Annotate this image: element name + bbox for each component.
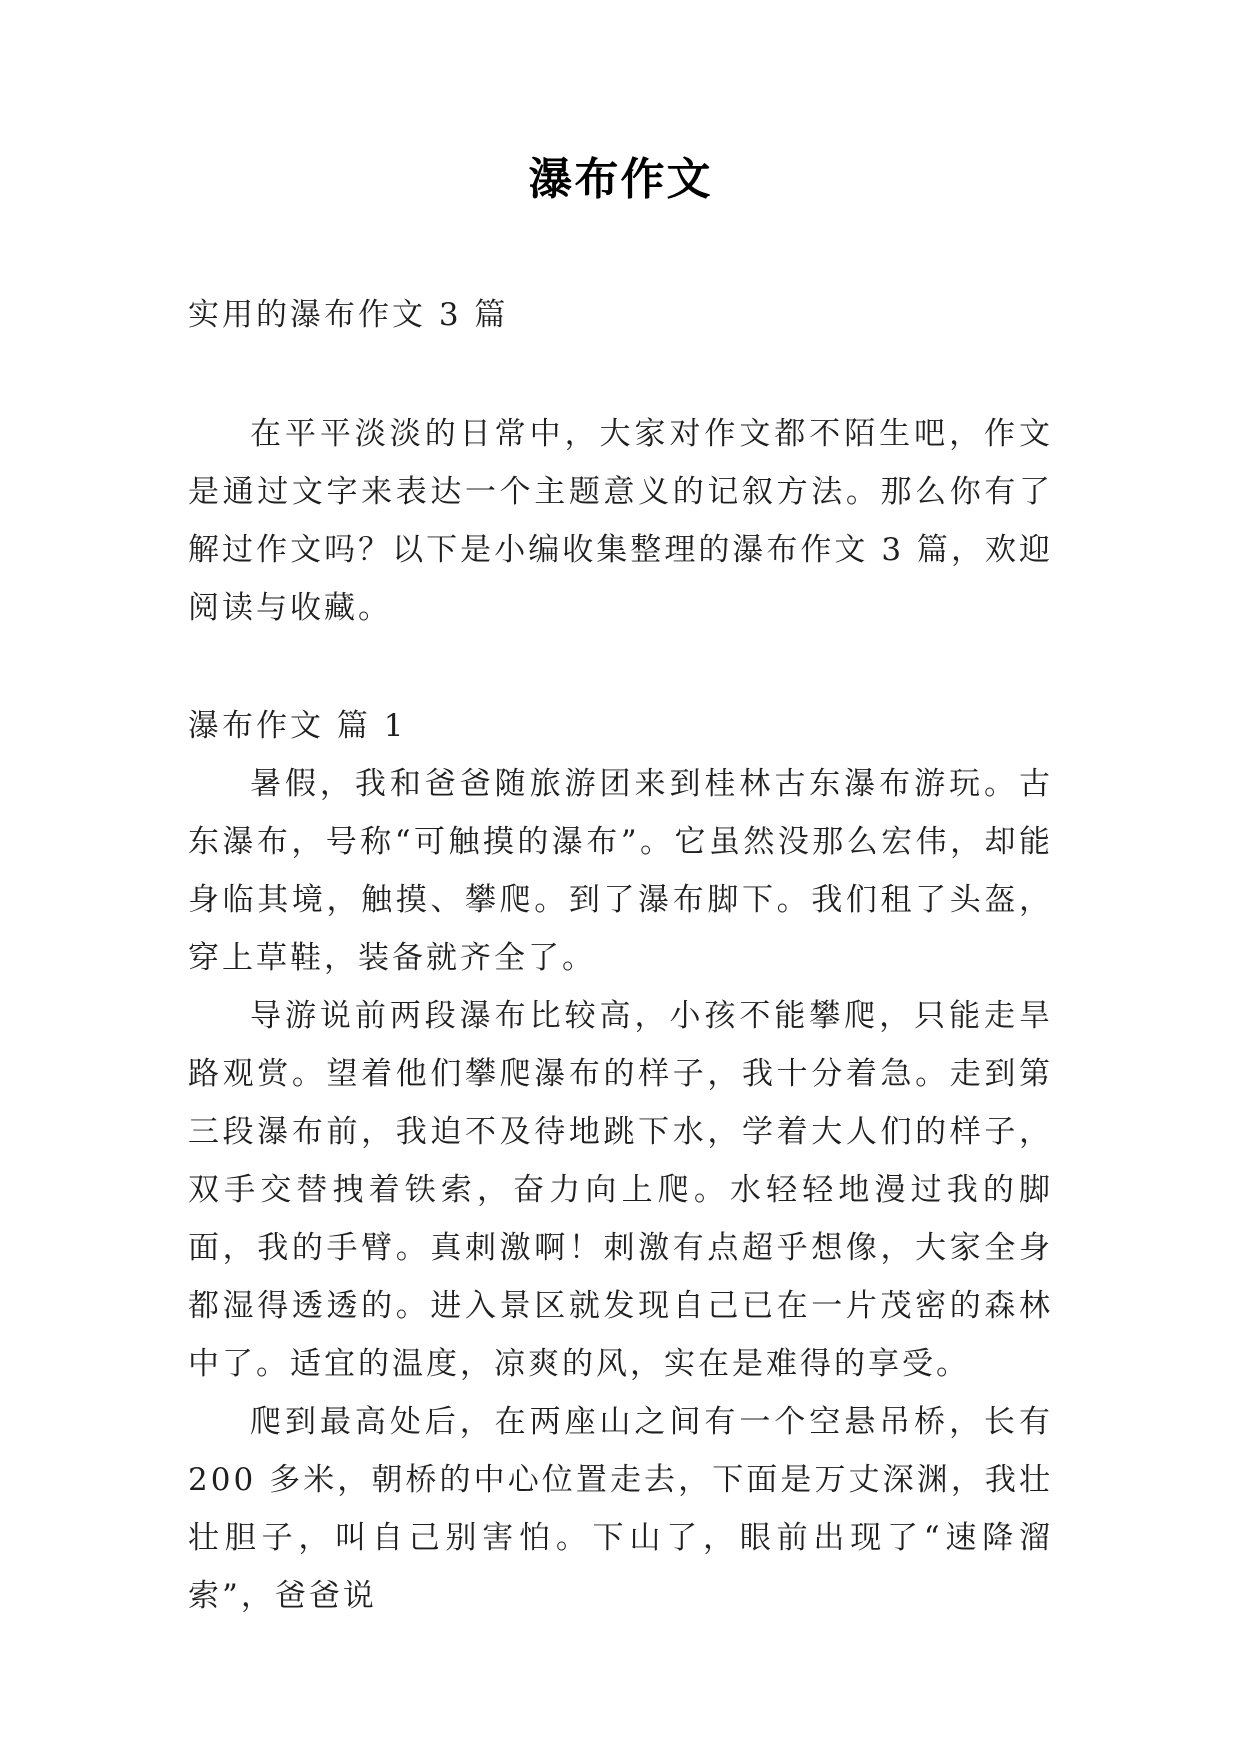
document-title: 瀑布作文 bbox=[528, 154, 713, 205]
body-paragraph: 导游说前两段瀑布比较高，小孩不能攀爬，只能走旱路观赏。望着他们攀爬瀑布的样子，我十分着急。走到第三段瀑布前，我迫不及待地跳下水，学着大人们的样子，双手交替拽着铁索，奋力向上爬。水轻轻地漫过我的脚面，我的手臂。真刺激啊！刺激有点超乎想像，大家全身都湿得透透的。进入景区就发现自己已在一片茂密的森林中了。适宜的温度，凉爽的风，实在是难得的享受。 bbox=[188, 998, 1053, 1382]
body-paragraph: 爬到最高处后，在两座山之间有一个空悬吊桥，长有 200 多米，朝桥的中心位置走去，下面是万丈深渊，我壮壮胆子，叫自己别害怕。下山了，眼前出现了“速降溜索”，爸爸说 bbox=[188, 1404, 1053, 1614]
body-paragraph: 暑假，我和爸爸随旅游团来到桂林古东瀑布游玩。古东瀑布，号称“可触摸的瀑布”。它虽然没那么宏伟，却能身临其境，触摸、攀爬。到了瀑布脚下。我们租了头盔，穿上草鞋，装备就齐全了。 bbox=[188, 766, 1053, 976]
section-heading: 瀑布作文 篇 1 bbox=[188, 708, 407, 744]
intro-paragraph: 在平平淡淡的日常中，大家对作文都不陌生吧，作文是通过文字来表达一个主题意义的记叙方法。那么你有了解过作文吗？以下是小编收集整理的瀑布作文 3 篇，欢迎阅读与收藏。 bbox=[188, 416, 1053, 626]
essay-section bbox=[188, 697, 1053, 1625]
document-subtitle: 实用的瀑布作文 3 篇 bbox=[188, 297, 509, 333]
intro-paragraph-block bbox=[188, 405, 1053, 637]
